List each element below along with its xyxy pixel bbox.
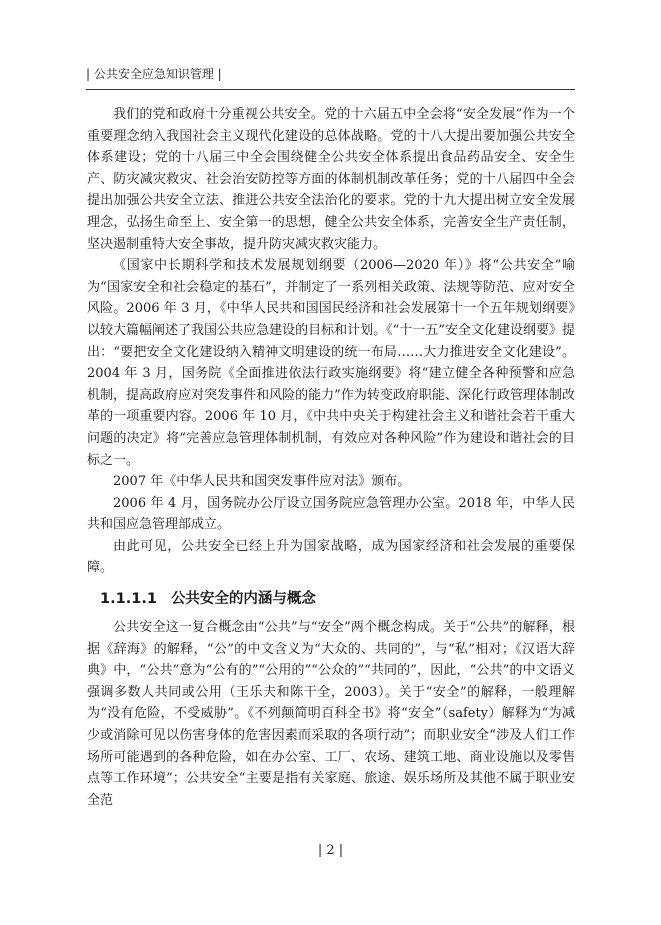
page-number: | 2 | [317, 843, 344, 858]
paragraph-definition: 公共安全这一复合概念由“公共”与“安全”两个概念构成。关于“公共”的解释，根据《辞海》的解释，“公”的中文含义为“大众的、共同的”，与“私”相对；《汉语大辞典》中，“公共”意为“公有的”“公用的”“公众的”“共同的”，因此，“公共”的中文语义强调多数人共同或公用（王乐夫和陈干全，2003）。关于“安全”的解释，一般理解为“没有危险，不受威胁”。《不列颠简明百科全书》将“安全”（safety）解释为“为减少或消除可见以伤害身体的危害因素而采取的各项行动”；而职业安全“涉及人们工作场所可能遇到的各种危险，如在办公室、工厂、农场、建筑工地、商业设施以及零售点等工作环境”；公共安全“主要是指有关家庭、旅途、娱乐场所及其他不属于职业安全范 [87, 620, 575, 808]
paragraph-party-policy: 我们的党和政府十分重视公共安全。党的十六届五中全会将“安全发展”作为一个重要理念纳入我国社会主义现代化建设的总体战略。党的十八大提出要加强公共安全体系建设；党的十八届三中全会围绕健全公共安全体系提出食品药品安全、安全生产、防灾减灾救灾、社会治安防控等方面的体制机制改革任务；党的十八届四中全会提出加强公共安全立法、推进公共安全法治化的要求。党的十九大提出树立安全发展理念，弘扬生命至上、安全第一的思想，健全公共安全体系，完善安全生产责任制，坚决遏制重特大安全事故，提升防灾减灾救灾能力。 [87, 107, 575, 252]
section-title: 公共安全的内涵与概念 [170, 591, 316, 608]
paragraph-emergency-office: 2006 年 4 月，国务院办公厅设立国务院应急管理办公室。2018 年，中华人民共和国应急管理部成立。 [87, 495, 575, 533]
header-divider [86, 89, 575, 90]
running-header: | 公共安全应急知识管理 | [86, 67, 222, 81]
paragraph-planning-outline: 《国家中长期科学和技术发展规划纲要（2006—2020 年）》将“公共安全”喻为“国家安全和社会稳定的基石”，并制定了一系列相关政策、法规等防范、应对安全风险。2006 年 3 月，《中华人民共和国国民经济和社会发展第十一个五年规划纲要》以较大篇幅阐述了我国公共应急建设的目标和计划。《“十一五”安全文化建设纲要》提出：“要把安全文化建设纳入精神文明建设的统一布局……大力推进安全文化建设”。2004 年 3 月，国务院《全面推进依法行政实施纲要》将“建立健全各种预警和应急机制，提高政府应对突发事件和风险的能力”作为转变政府职能、深化行政管理体制改革的一项重要内容。2006 年 10 月，《中共中央关于构建社会主义和谐社会若干重大问题的决定》将“完善应急管理体制机制，有效应对各种风险”作为建设和谐社会的目标之一。 [87, 258, 575, 468]
paragraph-emergency-law: 2007 年《中华人民共和国突发事件应对法》颁布。 [113, 474, 411, 490]
section-number: 1.1.1.1 [100, 591, 157, 608]
section-heading [87, 586, 575, 612]
paragraph-conclusion: 由此可见，公共安全已经上升为国家战略，成为国家经济和社会发展的重要保障。 [87, 538, 575, 576]
page-body [87, 104, 575, 811]
